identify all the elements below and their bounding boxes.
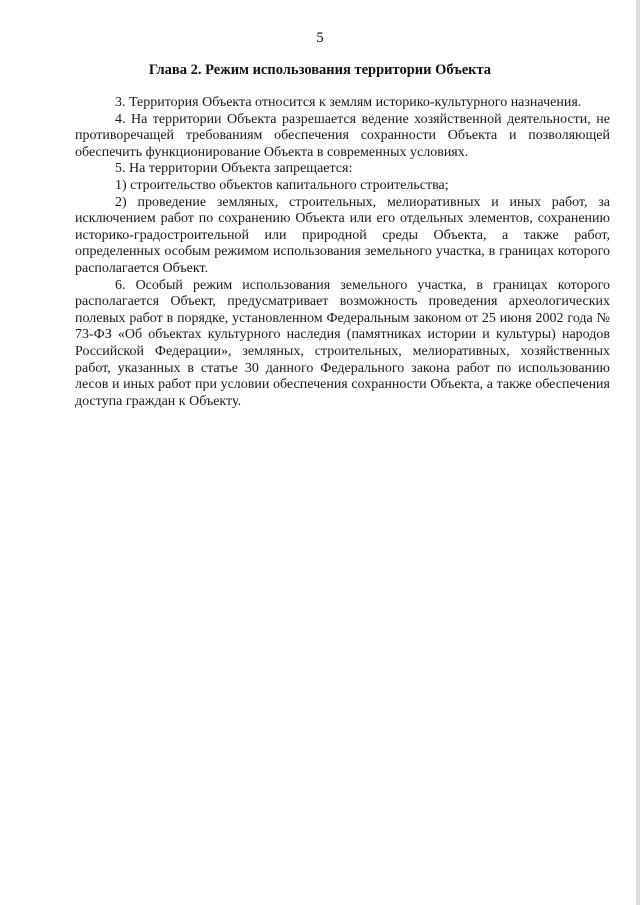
paragraph-3: 3. Территория Объекта относится к землям историко-культурного назначения. (115, 95, 582, 110)
scan-edge-shadow (636, 0, 640, 905)
paragraph-6: 6. Особый режим использования земельного участка, в границах которого располагается Объект, предусматривает возможность проведения археологических полевых работ в порядке, установленном Федеральным законом от 25 июня 2002 года № 73-ФЗ «Об объектах культурного наследия (памятниках истории и культуры) народов Российской Федерации», земляных, строительных, мелиоративных, хозяйственных работ, указанных в статье 30 данного Федерального закона работ по использованию лесов и иных работ при условии обеспечения сохранности Объекта, а также обеспечения доступа граждан к Объекту. (75, 277, 610, 409)
list-item-1: 1) строительство объектов капитального строительства; (115, 177, 449, 193)
document-body (75, 95, 610, 410)
paragraph-4: 4. На территории Объекта разрешается ведение хозяйственной деятельности, не противоречащей требованиям обеспечения сохранности Объекта и позволяющей обеспечить функционирование Объекта в современных условиях. (75, 111, 610, 160)
list-item-2: 2) проведение земляных, строительных, мелиоративных и иных работ, за исключением работ по сохранению Объекта или его отдельных элементов, сохранению историко-градостроительной или природной среды Объекта, а также работ, определенных особым режимом использования земельного участка, в границах которого располагается Объект. (75, 194, 610, 276)
chapter-title: Глава 2. Режим использования территории Объекта (148, 62, 492, 78)
paragraph-5: 5. На территории Объекта запрещается: (115, 161, 353, 177)
page-number: 5 (316, 30, 324, 46)
